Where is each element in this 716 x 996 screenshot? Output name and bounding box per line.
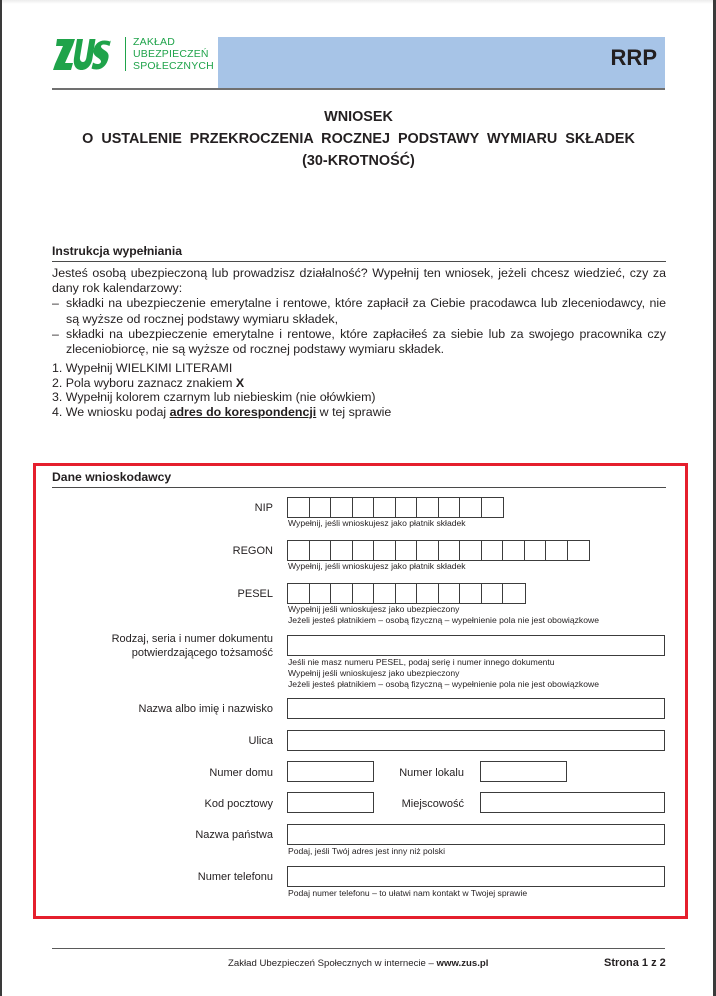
bullet-dash: –: [52, 296, 59, 311]
step-3: 3. Wypełnij kolorem czarnym lub niebieskim (nie ołówkiem): [52, 390, 376, 404]
pesel-label: PESEL: [237, 588, 273, 600]
step-1: 1. Wypełnij WIELKIMI LITERAMI: [52, 361, 233, 375]
step-4-post: w tej sprawie: [316, 404, 392, 419]
country-input[interactable]: [287, 824, 665, 845]
nip-hint: Wypełnij, jeśli wnioskujesz jako płatnik składek: [288, 518, 466, 528]
logo-institution-name: [133, 36, 214, 72]
logo-line-2: UBEZPIECZEŃ: [133, 48, 209, 60]
instructions-heading: Instrukcja wypełniania: [52, 244, 183, 258]
footer-text: [228, 958, 488, 969]
step-4-pre: 4. We wniosku podaj: [52, 404, 170, 419]
step-2-mark: X: [235, 375, 245, 390]
applicant-heading: Dane wnioskodawcy: [52, 470, 172, 484]
city-label: Miejscowość: [401, 798, 464, 810]
nip-input[interactable]: [287, 497, 504, 518]
step-4: [52, 405, 391, 420]
id-document-label-2: potwierdzającego tożsamość: [131, 647, 273, 659]
viewer-left-edge: [0, 0, 2, 996]
footer-url-link[interactable]: www.zus.pl: [436, 958, 489, 969]
apartment-number-label: Numer lokalu: [399, 767, 464, 779]
phone-hint: Podaj numer telefonu – to ułatwi nam kontakt w Twojej sprawie: [288, 888, 528, 898]
nip-label: NIP: [254, 502, 273, 514]
header-divider: [52, 88, 665, 90]
bullet-dash: –: [52, 326, 59, 341]
bullet-text: składki na ubezpieczenie emerytalne i rentowe, które zapłaciłeś za siebie lub za swojego pracownika czy zleceniobiorcę, nie są wyższe od rocznej podstawy wymiaru składek.: [66, 326, 666, 357]
title-line-2: O USTALENIE PRZEKROCZENIA ROCZNEJ PODSTAWY WYMIARU SKŁADEK: [82, 131, 635, 147]
city-input[interactable]: [480, 792, 665, 813]
regon-input[interactable]: [287, 540, 590, 561]
apartment-number-input[interactable]: [480, 761, 567, 782]
zus-logo-mark-icon: [53, 37, 113, 73]
pesel-hint-2: Jeżeli jesteś płatnikiem – osobą fizyczną – wypełnienie pola nie jest obowiązkowe: [288, 615, 599, 625]
id-document-hint-2: Wypełnij jeśli wnioskujesz jako ubezpieczony: [288, 668, 460, 678]
house-number-input[interactable]: [287, 761, 374, 782]
id-document-input[interactable]: [287, 635, 665, 656]
name-input[interactable]: [287, 698, 665, 719]
page-top-shade: [0, 0, 716, 4]
title-line-1: WNIOSEK: [324, 109, 393, 125]
postal-code-input[interactable]: [287, 792, 374, 813]
pesel-input[interactable]: [287, 583, 526, 604]
id-document-hint-3: Jeżeli jesteś płatnikiem – osobą fizyczną – wypełnienie pola nie jest obowiązkowe: [288, 679, 599, 689]
footer-text-pre: Zakład Ubezpieczeń Społecznych w internecie –: [228, 958, 437, 969]
instructions-divider: [52, 261, 666, 262]
phone-label: Numer telefonu: [197, 871, 273, 883]
regon-label: REGON: [232, 545, 273, 557]
step-4-emphasis: adres do korespondencji: [169, 404, 317, 419]
phone-input[interactable]: [287, 866, 665, 887]
footer-divider: [52, 948, 665, 949]
applicant-divider: [52, 487, 666, 488]
pesel-hint-1: Wypełnij jeśli wnioskujesz jako ubezpieczony: [288, 604, 460, 614]
form-code: RRP: [610, 45, 657, 70]
logo-line-1: ZAKŁAD: [133, 36, 176, 48]
instructions-bullet: [52, 327, 666, 357]
country-hint: Podaj, jeśli Twój adres jest inny niż polski: [288, 846, 445, 856]
regon-hint: Wypełnij, jeśli wnioskujesz jako płatnik składek: [288, 561, 466, 571]
street-input[interactable]: [287, 730, 665, 751]
logo-separator: [125, 37, 126, 71]
document-title: [52, 106, 665, 172]
bullet-text: składki na ubezpieczenie emerytalne i rentowe, które zapłacił za Ciebie pracodawca lub zleceniodawcy, nie są wyższe od rocznej podstawy wymiaru składek,: [66, 296, 666, 326]
step-2: [52, 376, 391, 391]
id-document-hint-1: Jeśli nie masz numeru PESEL, podaj serię i numer innego dokumentu: [288, 657, 555, 667]
instructions-steps: [52, 361, 391, 419]
name-label: Nazwa albo imię i nazwisko: [138, 703, 273, 715]
title-line-3: (30-KROTNOŚĆ): [302, 153, 415, 169]
country-label: Nazwa państwa: [195, 829, 273, 841]
instructions-bullet: [52, 296, 666, 326]
instructions-intro: Jesteś osobą ubezpieczoną lub prowadzisz działalność? Wypełnij ten wniosek, jeżeli chcesz wiedzieć, czy za dany rok kalendarzowy:: [52, 266, 666, 296]
postal-code-label: Kod pocztowy: [204, 798, 273, 810]
instructions-body: [52, 266, 666, 357]
street-label: Ulica: [248, 735, 273, 747]
step-2-text: 2. Pola wyboru zaznacz znakiem: [52, 375, 236, 390]
page-number: Strona 1 z 2: [604, 957, 666, 969]
logo-line-3: SPOŁECZNYCH: [133, 60, 214, 72]
house-number-label: Numer domu: [209, 767, 273, 779]
id-document-label-1: Rodzaj, seria i numer dokumentu: [111, 633, 273, 645]
form-code-bar: [218, 37, 665, 88]
zus-logo: [53, 37, 213, 77]
